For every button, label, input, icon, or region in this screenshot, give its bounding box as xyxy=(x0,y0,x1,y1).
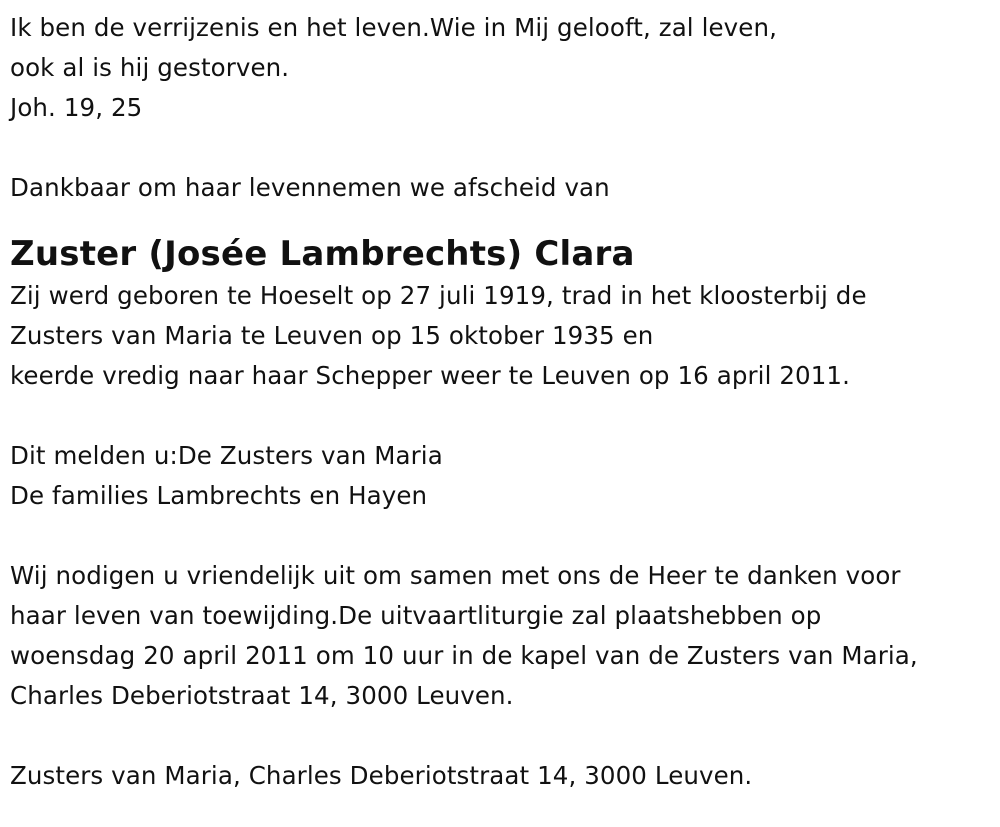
invitation xyxy=(10,556,995,716)
bio-line: Zusters van Maria te Leuven op 15 oktober 1935 en xyxy=(10,321,654,350)
spacer xyxy=(10,396,995,436)
spacer xyxy=(10,516,995,556)
verse-reference: Joh. 19, 25 xyxy=(10,93,143,122)
spacer xyxy=(10,716,995,756)
invitation-line: haar leven van toewijding.De uitvaartliturgie zal plaatshebben op xyxy=(10,601,822,630)
invitation-line: woensdag 20 april 2011 om 10 uur in de kapel van de Zusters van Maria, xyxy=(10,641,918,670)
contact-address: Zusters van Maria, Charles Deberiotstraat 14, 3000 Leuven. xyxy=(10,761,753,790)
biography xyxy=(10,276,995,396)
verse-line: ook al is hij gestorven. xyxy=(10,53,290,82)
announcer-line: De families Lambrechts en Hayen xyxy=(10,481,428,510)
invitation-line: Charles Deberiotstraat 14, 3000 Leuven. xyxy=(10,681,514,710)
bio-line: Zij werd geboren te Hoeselt op 27 juli 1919, trad in het kloosterbij de xyxy=(10,281,867,310)
announcer-line: Dit melden u:De Zusters van Maria xyxy=(10,441,443,470)
deceased-name: Zuster (Josée Lambrechts) Clara xyxy=(10,234,635,274)
invitation-line: Wij nodigen u vriendelijk uit om samen met ons de Heer te danken voor xyxy=(10,561,901,590)
verse-line: Ik ben de verrijzenis en het leven.Wie in Mij gelooft, zal leven, xyxy=(10,13,777,42)
spacer xyxy=(10,128,995,168)
announcers xyxy=(10,436,995,516)
intro-text: Dankbaar om haar levennemen we afscheid van xyxy=(10,173,610,202)
obituary-notice xyxy=(10,8,995,796)
bio-line: keerde vredig naar haar Schepper weer te Leuven op 16 april 2011. xyxy=(10,361,851,390)
bible-verse xyxy=(10,8,995,128)
